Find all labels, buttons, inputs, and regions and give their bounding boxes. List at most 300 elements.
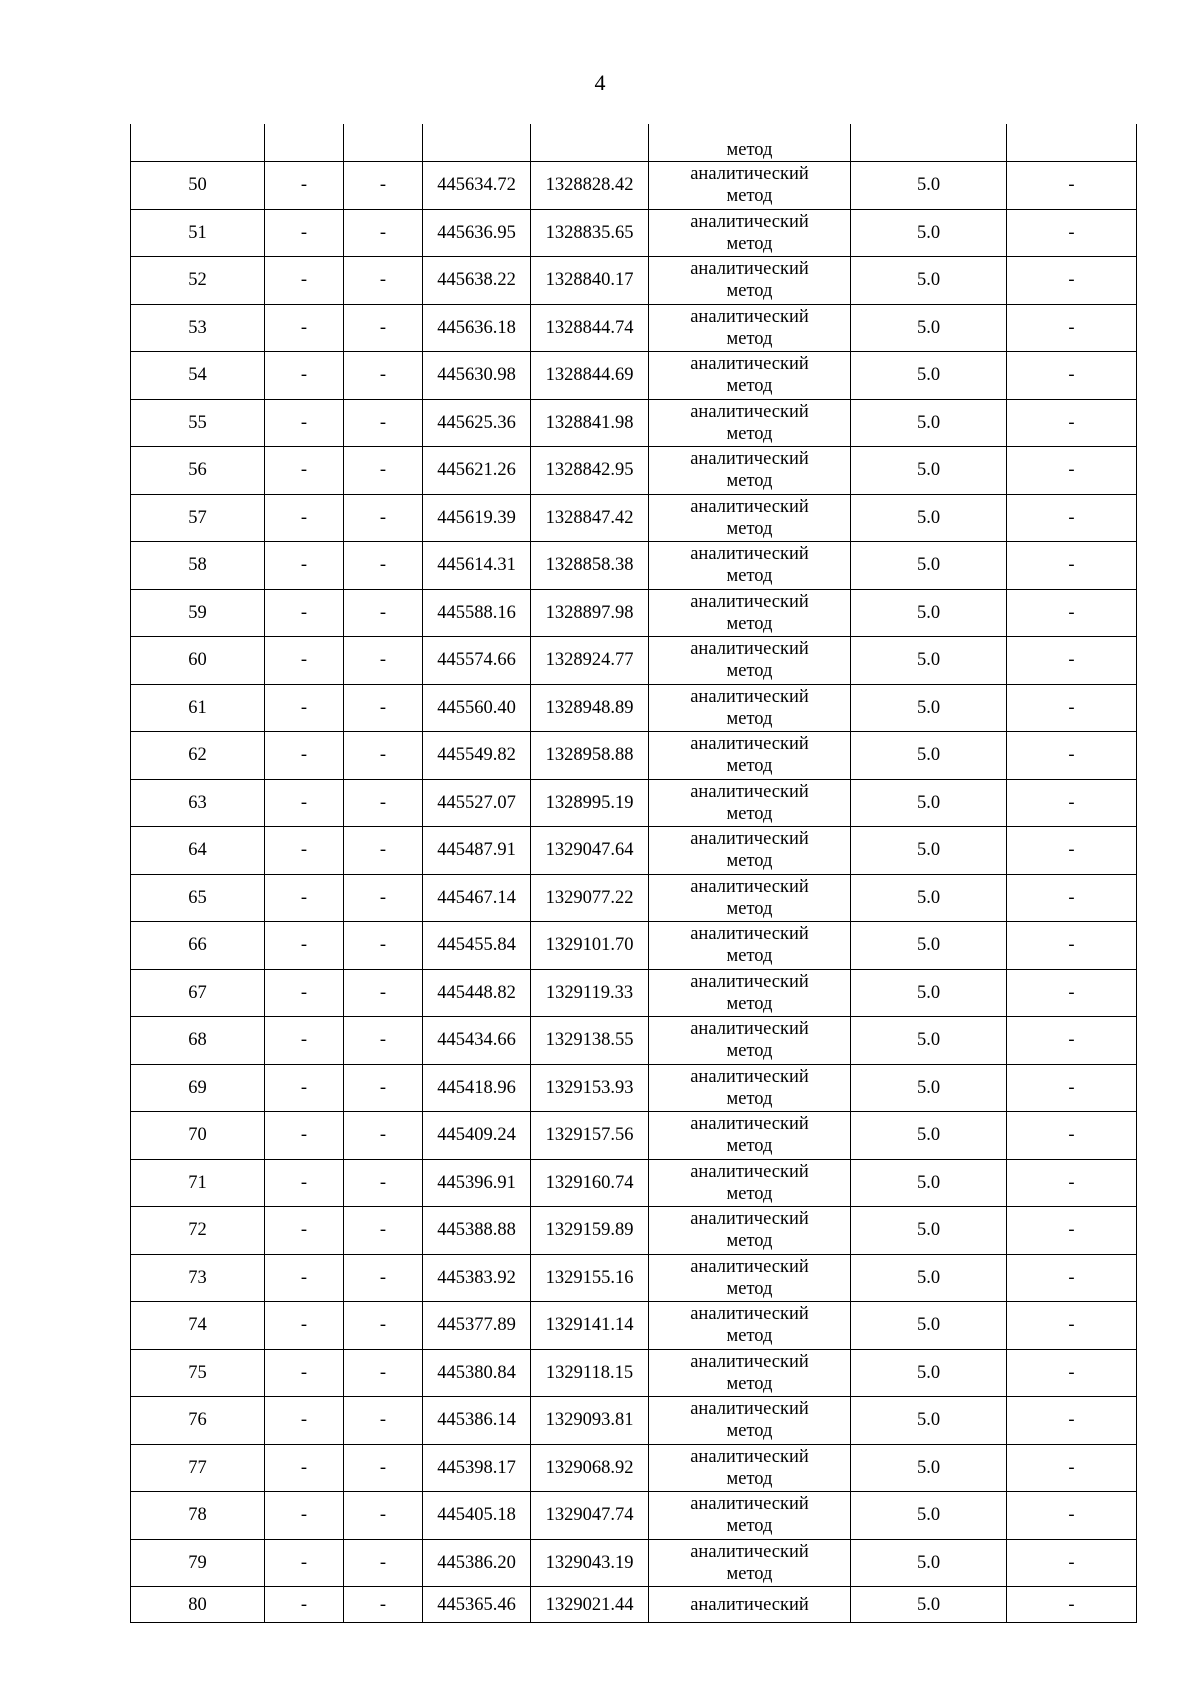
point-number-cell: 61	[131, 684, 265, 732]
column-8-cell: -	[1007, 1207, 1137, 1255]
point-number-cell: 50	[131, 162, 265, 210]
accuracy-cell: 5.0	[851, 209, 1007, 257]
x-coordinate-cell: 445365.46	[423, 1587, 531, 1623]
accuracy-cell: 5.0	[851, 1207, 1007, 1255]
point-number-cell: 54	[131, 352, 265, 400]
x-coordinate-cell: 445574.66	[423, 637, 531, 685]
method-line-1: аналитический	[690, 1066, 809, 1087]
column-3-cell: -	[344, 827, 423, 875]
table-row	[131, 637, 1137, 685]
column-3-cell: -	[344, 1539, 423, 1587]
column-2-cell: -	[265, 1349, 344, 1397]
column-3-cell: -	[344, 1064, 423, 1112]
accuracy-cell: 5.0	[851, 304, 1007, 352]
point-number-cell: 70	[131, 1112, 265, 1160]
x-coordinate-cell: 445614.31	[423, 542, 531, 590]
page-number: 4	[594, 70, 606, 95]
accuracy-cell: 5.0	[851, 1492, 1007, 1540]
point-number-cell: 71	[131, 1159, 265, 1207]
x-coordinate-cell: 445380.84	[423, 1349, 531, 1397]
column-3-cell: -	[344, 209, 423, 257]
column-3-cell: -	[344, 637, 423, 685]
method-cell	[649, 209, 851, 257]
accuracy-cell: 5.0	[851, 1254, 1007, 1302]
x-coordinate-cell: 445549.82	[423, 732, 531, 780]
column-2-cell: -	[265, 1254, 344, 1302]
method-line-2: метод	[726, 661, 773, 682]
point-number-cell: 78	[131, 1492, 265, 1540]
method-line-1: аналитический	[690, 1256, 809, 1277]
table-cell	[531, 124, 649, 162]
y-coordinate-cell: 1329021.44	[531, 1587, 649, 1623]
column-2-cell: -	[265, 922, 344, 970]
column-3-cell: -	[344, 1207, 423, 1255]
column-8-cell: -	[1007, 779, 1137, 827]
accuracy-cell: 5.0	[851, 779, 1007, 827]
method-line-1: аналитический	[690, 164, 809, 185]
table-row	[131, 1349, 1137, 1397]
method-cell	[649, 542, 851, 590]
accuracy-cell: 5.0	[851, 447, 1007, 495]
method-line-1: аналитический	[690, 496, 809, 517]
x-coordinate-cell: 445560.40	[423, 684, 531, 732]
x-coordinate-cell: 445434.66	[423, 1017, 531, 1065]
method-line-2: метод	[726, 1088, 773, 1109]
accuracy-cell: 5.0	[851, 1112, 1007, 1160]
point-number-cell: 60	[131, 637, 265, 685]
table-row	[131, 447, 1137, 495]
column-3-cell: -	[344, 542, 423, 590]
method-line-1: аналитический	[690, 639, 809, 660]
method-line-2: метод	[726, 1278, 773, 1299]
column-8-cell: -	[1007, 1349, 1137, 1397]
column-2-cell: -	[265, 1064, 344, 1112]
column-3-cell: -	[344, 399, 423, 447]
x-coordinate-cell: 445630.98	[423, 352, 531, 400]
table-row	[131, 969, 1137, 1017]
column-8-cell: -	[1007, 1254, 1137, 1302]
method-line-2: метод	[726, 898, 773, 919]
column-2-cell: -	[265, 304, 344, 352]
method-line-2: метод	[726, 708, 773, 729]
point-number-cell: 79	[131, 1539, 265, 1587]
method-line-1: аналитический	[690, 306, 809, 327]
method-line-2: метод	[726, 1563, 773, 1584]
y-coordinate-cell: 1328924.77	[531, 637, 649, 685]
method-line-2: метод	[726, 281, 773, 302]
method-cell	[649, 969, 851, 1017]
column-3-cell: -	[344, 1302, 423, 1350]
method-line-2: метод	[726, 1183, 773, 1204]
table-cell	[423, 124, 531, 162]
accuracy-cell: 5.0	[851, 257, 1007, 305]
point-number-cell: 69	[131, 1064, 265, 1112]
table-row	[131, 874, 1137, 922]
point-number-cell: 55	[131, 399, 265, 447]
method-line-1: аналитический	[690, 1541, 809, 1562]
column-3-cell: -	[344, 1254, 423, 1302]
column-3-cell: -	[344, 589, 423, 637]
method-line-2: метод	[726, 1136, 773, 1157]
point-number-cell: 68	[131, 1017, 265, 1065]
table-row	[131, 1587, 1137, 1623]
method-line-1: аналитический	[690, 259, 809, 280]
column-8-cell: -	[1007, 1587, 1137, 1623]
y-coordinate-cell: 1328835.65	[531, 209, 649, 257]
column-2-cell: -	[265, 1017, 344, 1065]
accuracy-cell: 5.0	[851, 1539, 1007, 1587]
column-2-cell: -	[265, 1444, 344, 1492]
method-cell	[649, 1444, 851, 1492]
table-row	[131, 399, 1137, 447]
method-line-2: метод	[726, 328, 773, 349]
column-2-cell: -	[265, 589, 344, 637]
column-8-cell: -	[1007, 399, 1137, 447]
column-8-cell: -	[1007, 352, 1137, 400]
accuracy-cell: 5.0	[851, 1064, 1007, 1112]
column-2-cell: -	[265, 637, 344, 685]
table-cell	[1007, 124, 1137, 162]
column-8-cell: -	[1007, 1017, 1137, 1065]
method-line-1: аналитический	[690, 1209, 809, 1230]
method-line-1: аналитический	[690, 781, 809, 802]
method-cell	[649, 1159, 851, 1207]
column-8-cell: -	[1007, 874, 1137, 922]
y-coordinate-cell: 1328958.88	[531, 732, 649, 780]
y-coordinate-cell: 1328841.98	[531, 399, 649, 447]
method-cell	[649, 1112, 851, 1160]
point-number-cell: 62	[131, 732, 265, 780]
point-number-cell: 67	[131, 969, 265, 1017]
table-row	[131, 1302, 1137, 1350]
column-3-cell: -	[344, 304, 423, 352]
column-8-cell: -	[1007, 447, 1137, 495]
method-cell	[649, 827, 851, 875]
method-cell	[649, 494, 851, 542]
column-2-cell: -	[265, 1112, 344, 1160]
method-cell	[649, 447, 851, 495]
method-line-2: метод	[726, 1041, 773, 1062]
point-number-cell: 59	[131, 589, 265, 637]
method-line-1: аналитический	[690, 591, 809, 612]
method-line-1: аналитический	[690, 971, 809, 992]
column-8-cell: -	[1007, 1397, 1137, 1445]
method-cell	[649, 1017, 851, 1065]
column-2-cell: -	[265, 732, 344, 780]
column-8-cell: -	[1007, 542, 1137, 590]
y-coordinate-cell: 1328844.74	[531, 304, 649, 352]
table-row	[131, 1112, 1137, 1160]
x-coordinate-cell: 445634.72	[423, 162, 531, 210]
table-row	[131, 1254, 1137, 1302]
x-coordinate-cell: 445487.91	[423, 827, 531, 875]
column-8-cell: -	[1007, 304, 1137, 352]
y-coordinate-cell: 1328828.42	[531, 162, 649, 210]
column-3-cell: -	[344, 1492, 423, 1540]
method-line-2: метод	[726, 471, 773, 492]
column-8-cell: -	[1007, 637, 1137, 685]
column-2-cell: -	[265, 162, 344, 210]
method-line-2: метод	[726, 1421, 773, 1442]
column-3-cell: -	[344, 1444, 423, 1492]
column-8-cell: -	[1007, 1539, 1137, 1587]
x-coordinate-cell: 445636.18	[423, 304, 531, 352]
point-number-cell: 56	[131, 447, 265, 495]
y-coordinate-cell: 1328847.42	[531, 494, 649, 542]
column-2-cell: -	[265, 257, 344, 305]
x-coordinate-cell: 445638.22	[423, 257, 531, 305]
y-coordinate-cell: 1329118.15	[531, 1349, 649, 1397]
method-line-2: метод	[726, 613, 773, 634]
table-row	[131, 1397, 1137, 1445]
method-line-1: аналитический	[690, 1494, 809, 1515]
x-coordinate-cell: 445418.96	[423, 1064, 531, 1112]
y-coordinate-cell: 1328844.69	[531, 352, 649, 400]
accuracy-cell: 5.0	[851, 494, 1007, 542]
method-line-2: метод	[726, 803, 773, 824]
column-2-cell: -	[265, 209, 344, 257]
method-cell-continuation: метод	[649, 124, 851, 162]
column-2-cell: -	[265, 447, 344, 495]
method-line-1: аналитический	[690, 829, 809, 850]
y-coordinate-cell: 1328840.17	[531, 257, 649, 305]
x-coordinate-cell: 445448.82	[423, 969, 531, 1017]
point-number-cell: 58	[131, 542, 265, 590]
column-3-cell: -	[344, 1112, 423, 1160]
method-line-1: аналитический	[690, 1446, 809, 1467]
point-number-cell: 77	[131, 1444, 265, 1492]
point-number-cell: 64	[131, 827, 265, 875]
method-line-1: аналитический	[690, 1304, 809, 1325]
table-row	[131, 352, 1137, 400]
y-coordinate-cell: 1329141.14	[531, 1302, 649, 1350]
accuracy-cell: 5.0	[851, 399, 1007, 447]
table-row	[131, 684, 1137, 732]
method-line-2: метод	[726, 423, 773, 444]
table-row	[131, 1017, 1137, 1065]
point-number-cell: 74	[131, 1302, 265, 1350]
column-3-cell: -	[344, 1349, 423, 1397]
method-line-2: метод	[726, 376, 773, 397]
table-row	[131, 162, 1137, 210]
y-coordinate-cell: 1329157.56	[531, 1112, 649, 1160]
accuracy-cell: 5.0	[851, 162, 1007, 210]
x-coordinate-cell: 445455.84	[423, 922, 531, 970]
point-number-cell: 57	[131, 494, 265, 542]
method-line-2: метод	[726, 233, 773, 254]
method-line-2: метод	[726, 993, 773, 1014]
column-2-cell: -	[265, 1159, 344, 1207]
column-3-cell: -	[344, 922, 423, 970]
y-coordinate-cell: 1329160.74	[531, 1159, 649, 1207]
table-row	[131, 1207, 1137, 1255]
column-3-cell: -	[344, 257, 423, 305]
method-cell	[649, 1254, 851, 1302]
y-coordinate-cell: 1328842.95	[531, 447, 649, 495]
method-cell	[649, 1397, 851, 1445]
table-row	[131, 209, 1137, 257]
method-cell	[649, 352, 851, 400]
column-2-cell: -	[265, 542, 344, 590]
column-3-cell: -	[344, 874, 423, 922]
method-line-2: метод	[726, 1326, 773, 1347]
table-row-continuation	[131, 124, 1137, 162]
method-line-2: метод	[726, 1516, 773, 1537]
method-line-2: метод	[726, 756, 773, 777]
accuracy-cell: 5.0	[851, 1349, 1007, 1397]
y-coordinate-cell: 1328897.98	[531, 589, 649, 637]
method-line-2: метод	[726, 1468, 773, 1489]
table-cell	[265, 124, 344, 162]
column-2-cell: -	[265, 874, 344, 922]
column-8-cell: -	[1007, 589, 1137, 637]
column-8-cell: -	[1007, 1302, 1137, 1350]
y-coordinate-cell: 1328858.38	[531, 542, 649, 590]
method-cell	[649, 1539, 851, 1587]
point-number-cell: 75	[131, 1349, 265, 1397]
method-cell	[649, 874, 851, 922]
column-8-cell: -	[1007, 1064, 1137, 1112]
point-number-cell: 63	[131, 779, 265, 827]
accuracy-cell: 5.0	[851, 827, 1007, 875]
column-3-cell: -	[344, 1587, 423, 1623]
point-number-cell: 76	[131, 1397, 265, 1445]
table-row	[131, 1064, 1137, 1112]
column-8-cell: -	[1007, 684, 1137, 732]
y-coordinate-cell: 1329101.70	[531, 922, 649, 970]
point-number-cell: 80	[131, 1587, 265, 1623]
x-coordinate-cell: 445588.16	[423, 589, 531, 637]
accuracy-cell: 5.0	[851, 1159, 1007, 1207]
method-line-1: аналитический	[690, 686, 809, 707]
x-coordinate-cell: 445388.88	[423, 1207, 531, 1255]
x-coordinate-cell: 445405.18	[423, 1492, 531, 1540]
method-line-1: аналитический	[690, 354, 809, 375]
accuracy-cell: 5.0	[851, 1397, 1007, 1445]
method-line-1: аналитический	[690, 734, 809, 755]
accuracy-cell: 5.0	[851, 732, 1007, 780]
column-3-cell: -	[344, 684, 423, 732]
method-line-1: аналитический	[690, 876, 809, 897]
method-line-1: аналитический	[690, 211, 809, 232]
method-cell	[649, 399, 851, 447]
point-number-cell: 66	[131, 922, 265, 970]
method-cell	[649, 1064, 851, 1112]
table-row	[131, 732, 1137, 780]
table-row	[131, 494, 1137, 542]
x-coordinate-cell: 445386.14	[423, 1397, 531, 1445]
y-coordinate-cell: 1329159.89	[531, 1207, 649, 1255]
table-cell	[344, 124, 423, 162]
method-line-1: аналитический	[690, 401, 809, 422]
point-number-cell: 72	[131, 1207, 265, 1255]
column-8-cell: -	[1007, 1444, 1137, 1492]
method-line-2: метод	[726, 1373, 773, 1394]
column-2-cell: -	[265, 827, 344, 875]
column-3-cell: -	[344, 162, 423, 210]
method-cell	[649, 684, 851, 732]
method-line-2: метод	[726, 851, 773, 872]
x-coordinate-cell: 445619.39	[423, 494, 531, 542]
table-row	[131, 542, 1137, 590]
column-8-cell: -	[1007, 1492, 1137, 1540]
accuracy-cell: 5.0	[851, 922, 1007, 970]
x-coordinate-cell: 445396.91	[423, 1159, 531, 1207]
y-coordinate-cell: 1329119.33	[531, 969, 649, 1017]
accuracy-cell: 5.0	[851, 684, 1007, 732]
accuracy-cell: 5.0	[851, 874, 1007, 922]
y-coordinate-cell: 1329047.64	[531, 827, 649, 875]
x-coordinate-cell: 445467.14	[423, 874, 531, 922]
accuracy-cell: 5.0	[851, 637, 1007, 685]
column-3-cell: -	[344, 1397, 423, 1445]
column-2-cell: -	[265, 1207, 344, 1255]
column-2-cell: -	[265, 352, 344, 400]
column-3-cell: -	[344, 969, 423, 1017]
method-line-2: метод	[726, 946, 773, 967]
y-coordinate-cell: 1329047.74	[531, 1492, 649, 1540]
table-cell	[131, 124, 265, 162]
point-number-cell: 53	[131, 304, 265, 352]
table-body	[131, 124, 1137, 1623]
column-2-cell: -	[265, 779, 344, 827]
column-8-cell: -	[1007, 494, 1137, 542]
point-number-cell: 65	[131, 874, 265, 922]
coordinates-table	[130, 124, 1137, 1623]
method-cell	[649, 779, 851, 827]
method-line-1: аналитический	[690, 544, 809, 565]
y-coordinate-cell: 1328948.89	[531, 684, 649, 732]
y-coordinate-cell: 1329093.81	[531, 1397, 649, 1445]
method-cell	[649, 257, 851, 305]
point-number-cell: 51	[131, 209, 265, 257]
table-row	[131, 827, 1137, 875]
table-row	[131, 257, 1137, 305]
method-cell	[649, 1207, 851, 1255]
column-8-cell: -	[1007, 257, 1137, 305]
column-2-cell: -	[265, 399, 344, 447]
y-coordinate-cell: 1328995.19	[531, 779, 649, 827]
x-coordinate-cell: 445383.92	[423, 1254, 531, 1302]
table-row	[131, 1159, 1137, 1207]
column-2-cell: -	[265, 969, 344, 1017]
method-cell	[649, 1302, 851, 1350]
table-row	[131, 304, 1137, 352]
column-2-cell: -	[265, 1397, 344, 1445]
method-line-1: аналитический	[690, 1019, 809, 1040]
point-number-cell: 73	[131, 1254, 265, 1302]
table-row	[131, 779, 1137, 827]
x-coordinate-cell: 445621.26	[423, 447, 531, 495]
column-3-cell: -	[344, 352, 423, 400]
column-8-cell: -	[1007, 209, 1137, 257]
table-row	[131, 922, 1137, 970]
x-coordinate-cell: 445625.36	[423, 399, 531, 447]
method-line-1: аналитический	[690, 1161, 809, 1182]
accuracy-cell: 5.0	[851, 1017, 1007, 1065]
column-2-cell: -	[265, 494, 344, 542]
column-8-cell: -	[1007, 827, 1137, 875]
method-line-1: аналитический	[690, 1351, 809, 1372]
column-3-cell: -	[344, 494, 423, 542]
accuracy-cell: 5.0	[851, 1587, 1007, 1623]
x-coordinate-cell: 445636.95	[423, 209, 531, 257]
x-coordinate-cell: 445409.24	[423, 1112, 531, 1160]
method-cell	[649, 732, 851, 780]
y-coordinate-cell: 1329155.16	[531, 1254, 649, 1302]
table-row	[131, 1444, 1137, 1492]
method-line-1: аналитический	[690, 1399, 809, 1420]
